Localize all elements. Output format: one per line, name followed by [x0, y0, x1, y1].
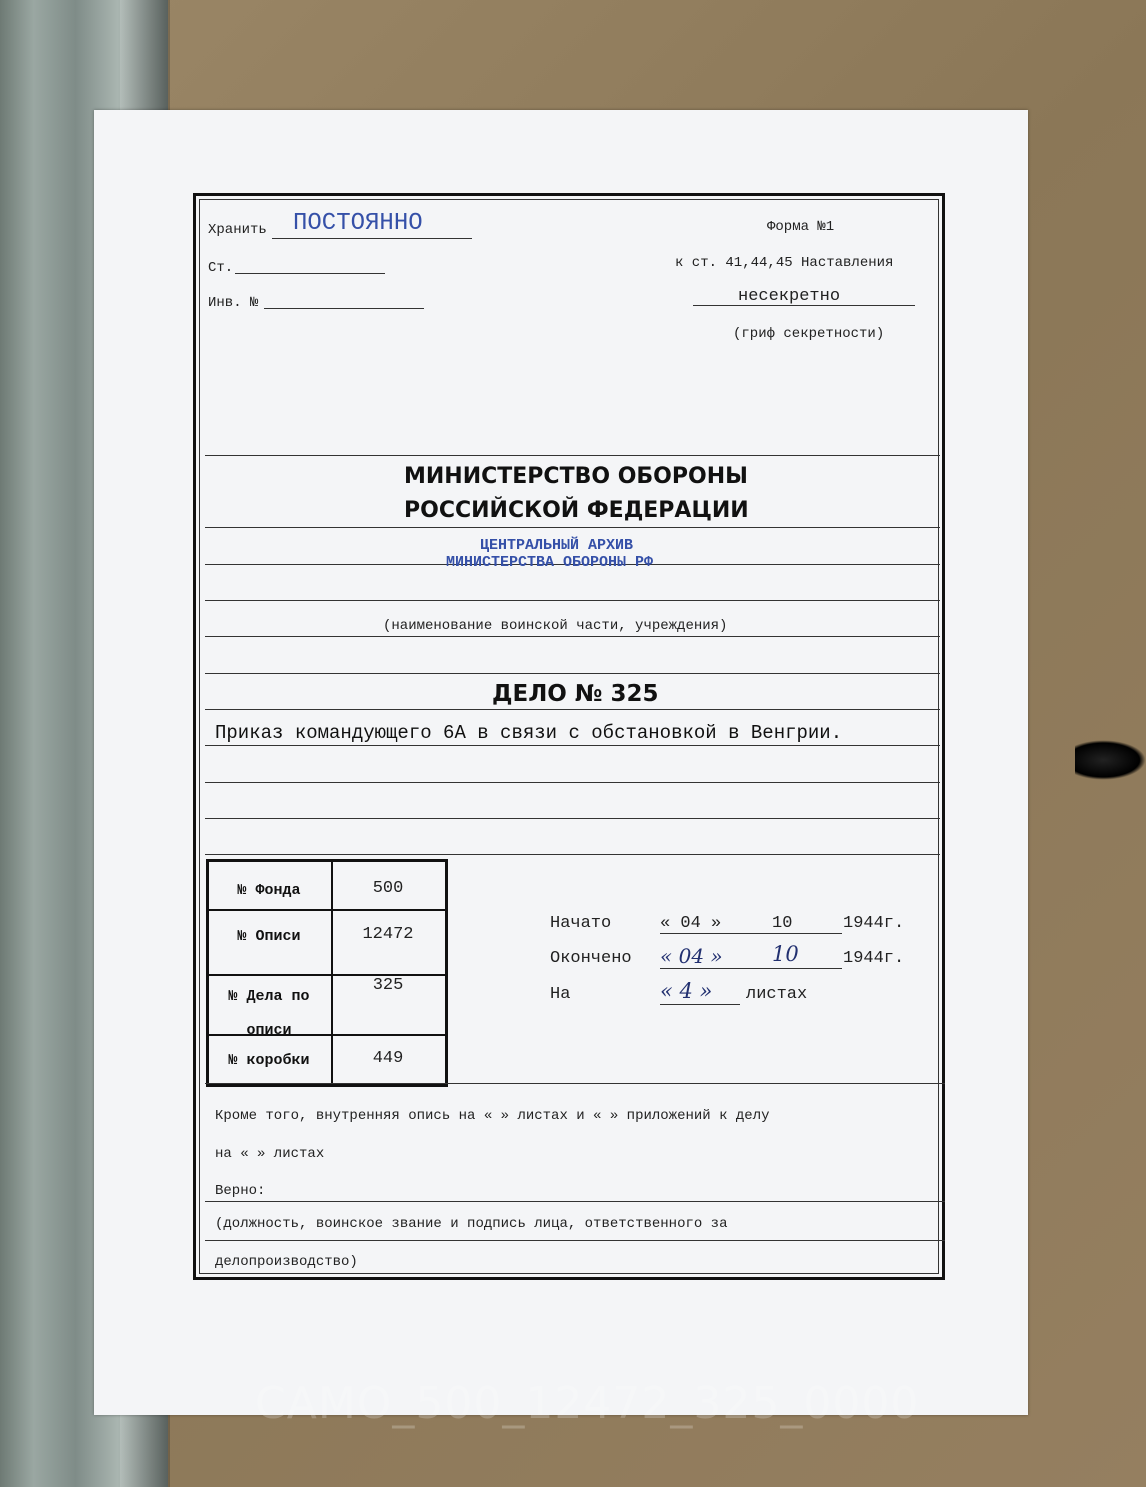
- articles-reference: к ст. 41,44,45 Наставления: [675, 255, 894, 271]
- ministry-line-2: РОССИЙСКОЙ ФЕДЕРАЦИИ: [404, 498, 749, 523]
- sheets-value-handwritten: « 4 »: [660, 979, 713, 1003]
- table-value: 449: [372, 1049, 404, 1068]
- store-underline: [272, 238, 472, 239]
- table-label: № Фонда: [237, 882, 301, 899]
- form-rule: [205, 600, 940, 601]
- case-title: ДЕЛО № 325: [492, 681, 659, 707]
- sheets-suffix: листах: [746, 985, 808, 1004]
- form-rule: [205, 818, 940, 819]
- start-underline: [660, 933, 842, 934]
- form-rule: [205, 854, 940, 855]
- table-label: № Описи: [237, 928, 301, 945]
- case-subject: Приказ командующего 6А в связи с обстановкой в Венгрии.: [215, 722, 843, 744]
- archive-codes-table: [206, 859, 448, 1087]
- table-row-divider: [209, 909, 445, 911]
- table-value: 500: [372, 879, 404, 898]
- form-rule: [205, 709, 940, 710]
- sheets-underline: [660, 1004, 740, 1005]
- form-rule: [205, 745, 940, 746]
- form-rule: [205, 527, 940, 528]
- footer-inventory-line: Кроме того, внутренняя опись на « » листах и « » приложений к делу: [215, 1108, 770, 1124]
- st-label: Ст.: [208, 260, 234, 276]
- end-underline: [660, 968, 842, 969]
- scan-watermark: CAMO_500_12472_325_0000: [255, 1378, 920, 1429]
- end-year: 1944г.: [843, 949, 905, 968]
- end-month-handwritten: 10: [772, 942, 799, 966]
- start-year: 1944г.: [843, 914, 905, 933]
- folder-tie-string: [1075, 740, 1146, 780]
- org-caption: (наименование воинской части, учреждения): [383, 618, 728, 634]
- sheets-label: На: [550, 985, 571, 1004]
- table-value: 12472: [362, 925, 414, 944]
- archive-stamp-line-1: ЦЕНТРАЛЬНЫЙ АРХИВ: [480, 537, 634, 554]
- secrecy-underline: [693, 305, 915, 306]
- form-rule: [205, 636, 940, 637]
- footer-sheets-line: на « » листах: [215, 1146, 325, 1162]
- ministry-line-1: МИНИСТЕРСТВО ОБОРОНЫ: [404, 464, 748, 489]
- table-label: № коробки: [228, 1052, 310, 1069]
- table-value: 325: [372, 976, 404, 995]
- end-label: Окончено: [550, 949, 632, 968]
- form-rule: [205, 1201, 945, 1202]
- footer-caption-line-1: (должность, воинское звание и подпись лица, ответственного за: [215, 1216, 728, 1232]
- form-rule: [205, 673, 940, 674]
- archive-stamp-line-2: МИНИСТЕРСТВА ОБОРОНЫ РФ: [446, 554, 654, 571]
- form-rule: [205, 455, 940, 456]
- form-rule: [205, 1240, 945, 1241]
- inv-underline: [264, 308, 424, 309]
- start-month: 10: [772, 914, 793, 933]
- form-rule: [205, 782, 940, 783]
- footer-caption-line-2: делопроизводство): [215, 1254, 358, 1270]
- footer-verified-label: Верно:: [215, 1183, 266, 1199]
- table-label: № Дела по описи: [228, 988, 310, 1039]
- start-day: « 04 »: [660, 914, 722, 933]
- store-label: Хранить: [208, 222, 267, 238]
- secrecy-caption: (гриф секретности): [733, 326, 885, 342]
- secrecy-value: несекретно: [738, 287, 841, 306]
- form-number: Форма №1: [767, 219, 835, 235]
- form-rule: [205, 1083, 945, 1084]
- st-underline: [235, 273, 385, 274]
- store-value-stamp: ПОСТОЯННО: [293, 210, 423, 237]
- end-day-handwritten: « 04 »: [660, 944, 723, 968]
- inv-label: Инв. №: [208, 295, 259, 311]
- start-label: Начато: [550, 914, 612, 933]
